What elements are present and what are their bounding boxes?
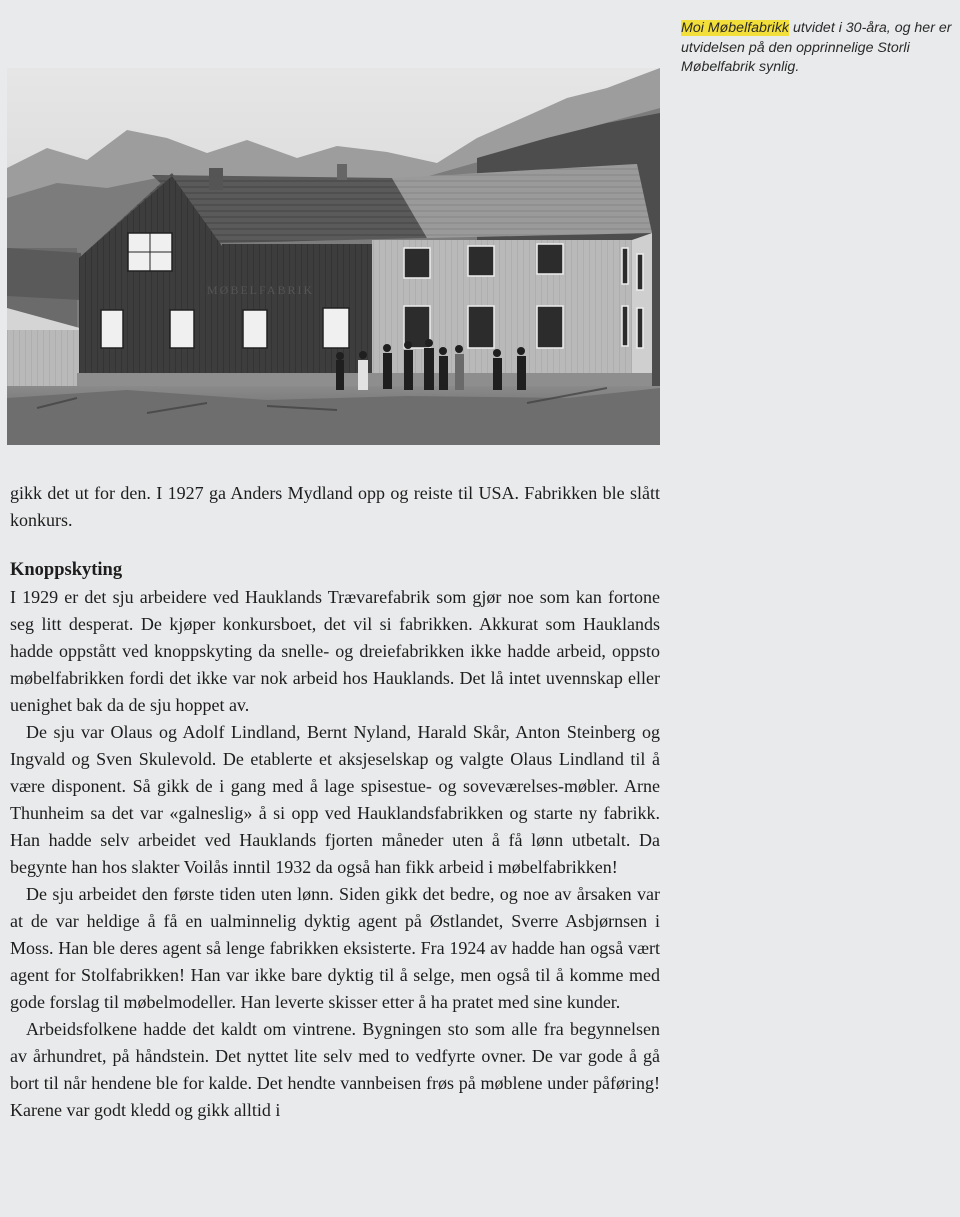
body-text: [10, 480, 660, 1124]
paragraph-agent: De sju arbeidet den første tiden uten lønn. Siden gikk det bedre, og noe av årsaken var at de var heldige å få en ualminnelig dyktig agent på Østlandet, Sverre Asbjørnsen i Moss. Han ble deres agent så lenge fabrikken eksisterte. Fra 1924 av hadde han også vært agent for Stolfabrikken! Han var ikke bare dyktig til å selge, men også til å komme med gode forslag til møbelmodeller. Han leverte skisser etter å ha pratet med sine kunder.: [10, 884, 660, 1012]
section-heading: Knoppskyting: [10, 560, 123, 580]
paragraph-intro: gikk det ut for den. I 1927 ga Anders Mydland opp og reiste til USA. Fabrikken ble slått konkurs.: [10, 483, 660, 530]
factory-photo: [7, 68, 660, 445]
photo-sign: MØBELFABRIK: [207, 283, 315, 297]
caption-highlight: Moi Møbelfabrikk: [681, 20, 790, 36]
photo-caption: [681, 19, 953, 78]
paragraph-winter: Arbeidsfolkene hadde det kaldt om vintrene. Bygningen sto som alle fra begynnelsen av århundret, på håndstein. Det nyttet lite selv med to vedfyrte ovner. De var gode å gå bort til når hendene ble for kalde. Det hendte vannbeisen frøs på møblene under påføring! Karene var godt kledd og gikk alltid i: [10, 1019, 660, 1120]
caption-text: utvidet i 30-åra, og her er utvidelsen på den opprinnelige Storli Møbelfabrik synlig.: [681, 20, 952, 75]
paragraph-1929: I 1929 er det sju arbeidere ved Hauklands Trævarefabrik som gjør noe som kan fortone seg litt desperat. De kjøper konkursboet, det vil si fabrikken. Akkurat som Hauklands hadde oppstått ved knoppskyting da snelle- og dreiefabrikken ikke hadde arbeid, oppsto møbelfabrikken fordi det ikke var nok arbeid hos Hauklands. Det lå intet uvennskap eller uenighet bak da de sju hoppet av.: [10, 587, 660, 715]
paragraph-founders: De sju var Olaus og Adolf Lindland, Bernt Nyland, Harald Skår, Anton Steinberg og Ingvald og Sven Skulevold. De etablerte et aksjeselskap og valgte Olaus Lindland til å være disponent. Så gikk de i gang med å lage spisestue- og soveværelses-møbler. Arne Thunheim sa det var «galneslig» å si opp ved Hauklandsfabrikken og starte ny fabrikk. Han hadde selv arbeidet ved Hauklands fjorten måneder uten å få lønn utbetalt. Da begynte han hos slakter Voilås inntil 1932 da også han fikk arbeid i møbelfabrikken!: [10, 722, 660, 877]
